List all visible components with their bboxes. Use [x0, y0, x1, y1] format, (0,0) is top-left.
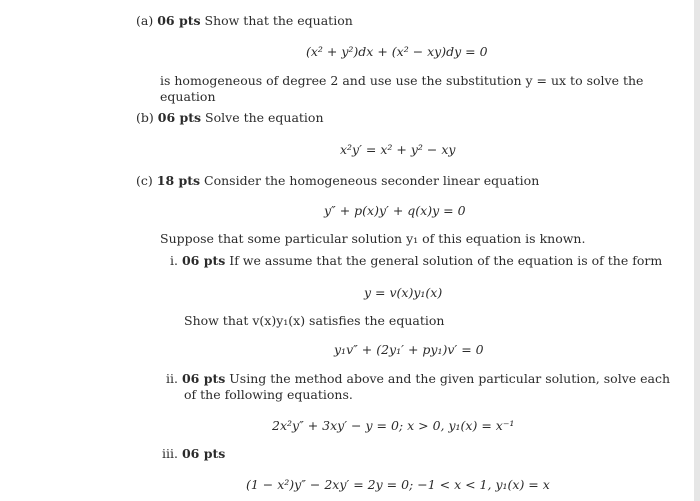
part-a-equation: (x² + y²)dx + (x² − xy)dy = 0 — [306, 44, 488, 59]
part-c-iii-points: 06 pts — [181, 446, 226, 461]
part-c-iii-heading — [162, 446, 225, 461]
part-a-intro: Show that the equation — [204, 13, 353, 28]
part-c-ii-points: 06 pts — [181, 371, 226, 386]
part-c-i-heading — [170, 253, 662, 268]
part-c-intro: Consider the homogeneous seconder linear equation — [204, 173, 540, 188]
part-c-ii-equation: 2x²y″ + 3xy′ − y = 0; x > 0, y₁(x) = x⁻¹ — [272, 418, 515, 433]
part-c-i-text: If we assume that the general solution of the equation is of the form — [229, 253, 663, 268]
part-a-points: 06 pts — [157, 13, 201, 28]
part-c-i-equation1: y = v(x)y₁(x) — [364, 285, 443, 300]
part-c-ii-text2: of the following equations. — [184, 387, 353, 402]
part-c-label: (c) — [136, 173, 153, 188]
part-c-iii-equation: (1 − x²)y″ − 2xy′ = 2y = 0; −1 < x < 1, y₁(x) = x — [246, 477, 550, 492]
part-a-label: (a) — [136, 13, 154, 28]
part-a-line1: is homogeneous of degree 2 and use use the substitution y = ux to solve the — [160, 73, 644, 88]
part-c-iii-label: iii. — [162, 446, 178, 461]
part-c-ii-heading — [166, 371, 670, 386]
page-edge-shadow — [694, 0, 700, 501]
part-c-i-label: i. — [170, 253, 178, 268]
part-c-ii-label: ii. — [166, 371, 178, 386]
part-a-heading — [136, 13, 353, 28]
part-c-heading — [136, 173, 539, 188]
part-b-equation: x²y′ = x² + y² − xy — [340, 142, 456, 157]
part-b-heading — [136, 110, 324, 125]
part-b-label: (b) — [136, 110, 154, 125]
part-c-i-show: Show that v(x)y₁(x) satisfies the equation — [184, 313, 445, 328]
part-c-ii-text1: Using the method above and the given particular solution, solve each — [229, 371, 671, 386]
part-c-points: 18 pts — [156, 173, 201, 188]
part-c-i-points: 06 pts — [181, 253, 226, 268]
part-b-points: 06 pts — [157, 110, 202, 125]
part-b-intro: Solve the equation — [205, 110, 324, 125]
part-c-equation: y″ + p(x)y′ + q(x)y = 0 — [324, 203, 466, 218]
part-c-suppose: Suppose that some particular solution y₁ of this equation is known. — [160, 231, 586, 246]
part-a-line2: equation — [160, 89, 216, 104]
part-c-i-equation2: y₁v″ + (2y₁′ + py₁)v′ = 0 — [334, 342, 484, 357]
